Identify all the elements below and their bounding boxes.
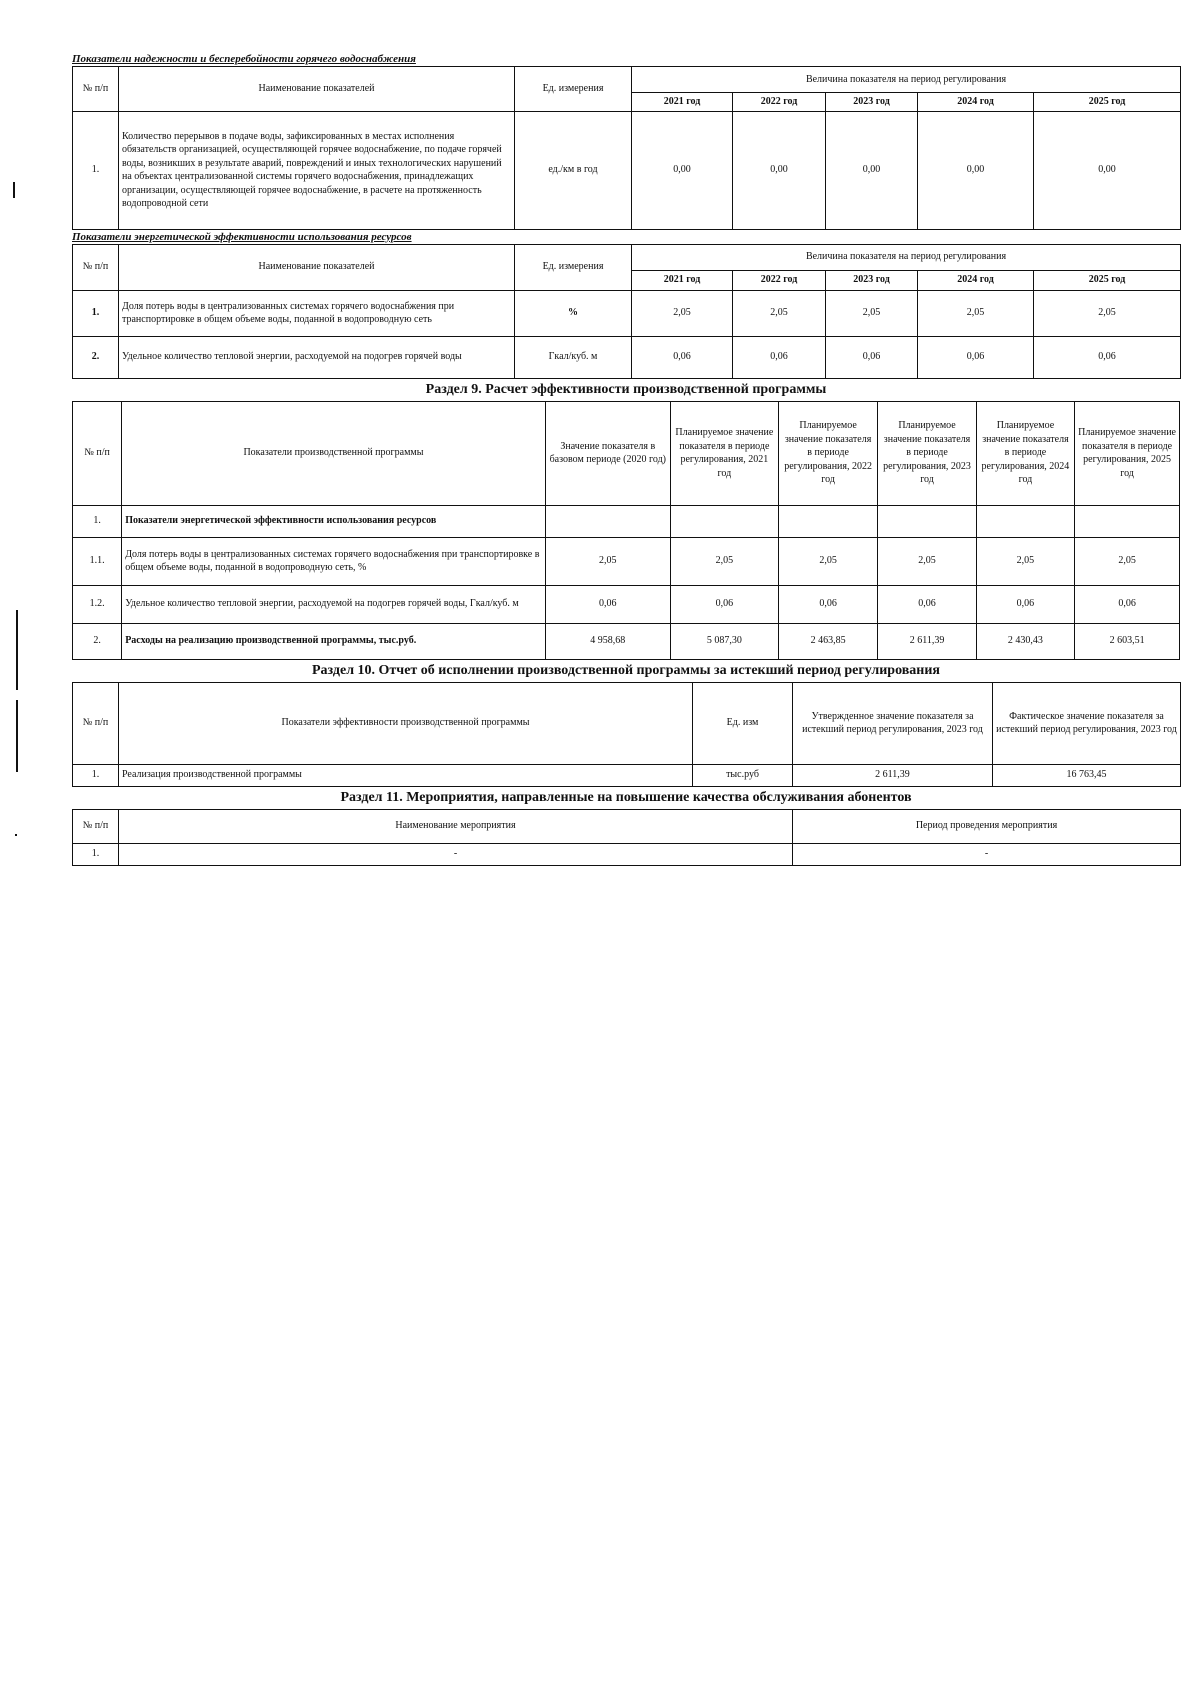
section-11-title: Раздел 11. Мероприятия, направленные на повышение качества обслуживания абонентов [340,789,912,805]
table-row [73,290,1181,336]
scan-mark [16,610,18,690]
row-unit: ед./км в год [515,111,632,229]
energy-caption: Показатели энергетической эффективности использования ресурсов [72,230,412,243]
table-row [73,111,1181,229]
reliability-caption: Показатели надежности и бесперебойности горячего водоснабжения [72,53,416,65]
period-group-header: Величина показателя на период регулирования [632,67,1181,93]
row-num: 1.2. [73,585,122,623]
row-value: 2 463,85 [778,623,877,659]
row-value [778,505,877,537]
row-value [1075,505,1180,537]
row-unit: тыс.руб [693,764,793,786]
year-header: 2023 год [826,93,918,112]
col-period-header: Период проведения мероприятия [793,809,1181,843]
row-num: 1. [73,843,119,865]
row-value: 2,05 [1034,290,1181,336]
row-value: 2,05 [878,537,976,585]
row-value: 2,05 [1075,537,1180,585]
efficiency-calc-table [72,401,1180,660]
table-row [73,537,1180,585]
col-plan-header: Планируемое значение показателя в периоде регулирования, 2024 год [976,401,1074,505]
scan-mark [16,700,18,772]
period-group-header: Величина показателя на период регулирования [632,244,1181,270]
table-row [73,764,1181,786]
col-plan-header: Планируемое значение показателя в периоде регулирования, 2021 год [670,401,778,505]
col-num-header: № п/п [73,809,119,843]
section-9-title: Раздел 9. Расчет эффективности производственной программы [425,381,827,397]
col-name-header: Наименование мероприятия [119,809,793,843]
document-page [72,52,1180,866]
scan-mark [13,182,15,198]
row-value: 2,05 [976,537,1074,585]
row-value: 2 611,39 [878,623,976,659]
year-header: 2022 год [733,93,826,112]
year-header: 2023 год [826,270,918,290]
row-value [670,505,778,537]
row-value: 2,05 [778,537,877,585]
measures-table [72,809,1181,866]
row-value: 5 087,30 [670,623,778,659]
row-num: 1. [73,111,119,229]
col-num-header: № п/п [73,401,122,505]
row-value: 2,05 [632,290,733,336]
row-name: Количество перерывов в подаче воды, зафиксированных в местах исполнения обязательств организацией, осуществляющей горячее водоснабжение, по подаче горячей воды, возникших в результате аварий, повреждений и иных технологических нарушений на объектах централизованной системы горячего водоснабжения, принадлежащих организации, осуществляющей горячее водоснабжение, в расчете на протяженность водопроводной сети [119,111,515,229]
col-unit-header: Ед. изм [693,682,793,764]
row-num: 2. [73,336,119,378]
year-header: 2024 год [918,93,1034,112]
scan-dot [15,834,17,836]
row-num: 1. [73,764,119,786]
row-value: 2 430,43 [976,623,1074,659]
year-header: 2024 год [918,270,1034,290]
reliability-table [72,66,1181,230]
col-actual-header: Фактическое значение показателя за истекший период регулирования, 2023 год [993,682,1181,764]
row-value: 0,00 [918,111,1034,229]
row-name: Доля потерь воды в централизованных системах горячего водоснабжения при транспортировке в общем объеме воды, поданной в водопроводную сеть [119,290,515,336]
row-name: Доля потерь воды в централизованных системах горячего водоснабжения при транспортировке в общем объеме воды, поданной в водопроводную сеть, % [122,537,546,585]
row-actual: 16 763,45 [993,764,1181,786]
row-value: 0,06 [918,336,1034,378]
year-header: 2022 год [733,270,826,290]
row-num: 1. [73,290,119,336]
row-unit: % [515,290,632,336]
energy-table [72,244,1181,379]
row-value: 0,06 [670,585,778,623]
row-value [878,505,976,537]
row-value: 2,05 [733,290,826,336]
col-unit-header: Ед. измерения [515,67,632,112]
row-name: - [119,843,793,865]
table-row [73,585,1180,623]
section-10-title: Раздел 10. Отчет об исполнении производственной программы за истекший период регулирования [311,662,941,678]
col-approved-header: Утвержденное значение показателя за истекший период регулирования, 2023 год [793,682,993,764]
row-value: 4 958,68 [545,623,670,659]
col-name-header: Показатели эффективности производственной программы [119,682,693,764]
col-name-header: Показатели производственной программы [122,401,546,505]
table-row [73,623,1180,659]
row-name: Реализация производственной программы [119,764,693,786]
table-row [73,505,1180,537]
year-header: 2021 год [632,93,733,112]
row-num: 1.1. [73,537,122,585]
row-value: 2,05 [918,290,1034,336]
row-value: 0,06 [826,336,918,378]
row-value: 0,06 [878,585,976,623]
year-header: 2025 год [1034,270,1181,290]
row-value: 0,06 [632,336,733,378]
row-name: Показатели энергетической эффективности использования ресурсов [122,505,546,537]
row-approved: 2 611,39 [793,764,993,786]
row-num: 1. [73,505,122,537]
row-value: 0,06 [976,585,1074,623]
table-row [73,843,1181,865]
table-row [73,336,1181,378]
row-name: Удельное количество тепловой энергии, расходуемой на подогрев горячей воды [119,336,515,378]
col-plan-header: Планируемое значение показателя в периоде регулирования, 2025 год [1075,401,1180,505]
row-name: Удельное количество тепловой энергии, расходуемой на подогрев горячей воды, Гкал/куб. м [122,585,546,623]
year-header: 2021 год [632,270,733,290]
row-value: 0,06 [1034,336,1181,378]
row-value: 2,05 [670,537,778,585]
row-value: 2,05 [545,537,670,585]
execution-report-table [72,682,1181,787]
row-period: - [793,843,1181,865]
year-header: 2025 год [1034,93,1181,112]
row-value: 0,00 [1034,111,1181,229]
col-num-header: № п/п [73,682,119,764]
row-value: 0,06 [1075,585,1180,623]
row-value: 0,00 [826,111,918,229]
col-num-header: № п/п [73,244,119,290]
col-base-header: Значение показателя в базовом периоде (2020 год) [545,401,670,505]
row-value: 2 603,51 [1075,623,1180,659]
row-unit: Гкал/куб. м [515,336,632,378]
row-value: 0,06 [733,336,826,378]
col-name-header: Наименование показателей [119,67,515,112]
row-value: 0,06 [545,585,670,623]
col-name-header: Наименование показателей [119,244,515,290]
row-num: 2. [73,623,122,659]
row-value: 2,05 [826,290,918,336]
col-plan-header: Планируемое значение показателя в периоде регулирования, 2022 год [778,401,877,505]
row-value: 0,00 [632,111,733,229]
row-name: Расходы на реализацию производственной программы, тыс.руб. [122,623,546,659]
col-num-header: № п/п [73,67,119,112]
row-value: 0,00 [733,111,826,229]
row-value [545,505,670,537]
col-plan-header: Планируемое значение показателя в периоде регулирования, 2023 год [878,401,976,505]
row-value: 0,06 [778,585,877,623]
row-value [976,505,1074,537]
col-unit-header: Ед. измерения [515,244,632,290]
